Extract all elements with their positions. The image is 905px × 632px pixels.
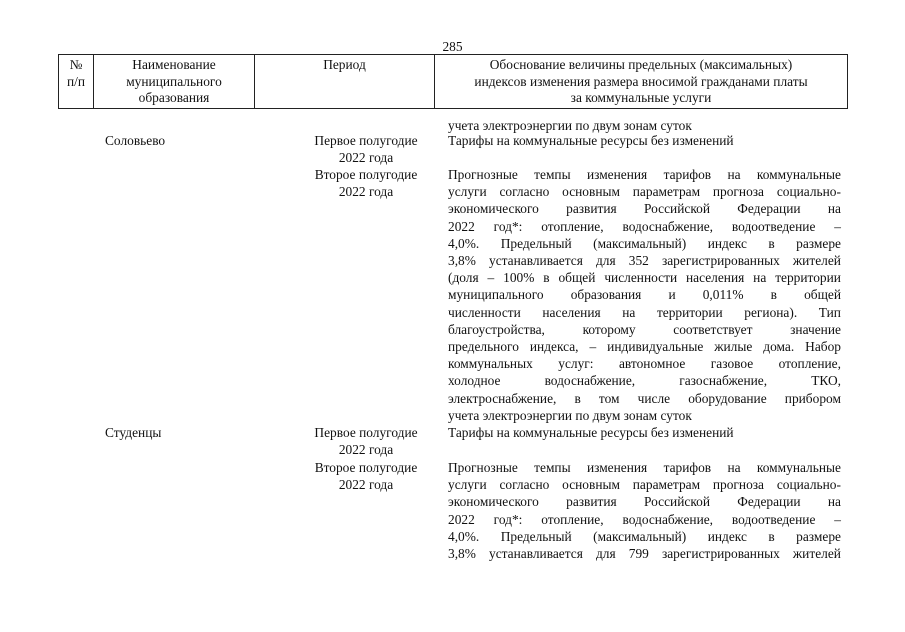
carryover-text: учета электроэнергии по двум зонам суток	[448, 118, 692, 133]
basis-line: услуги согласно основным параметрам прогноза социально-	[448, 184, 841, 200]
basis-line: коммунальных услуг: автономное газовое отопление,	[448, 356, 841, 372]
basis-line: холодное водоснабжение, газоснабжение, ТКО,	[448, 373, 841, 389]
basis-line: 4,0%. Предельный (максимальный) индекс в размере	[448, 235, 841, 251]
municipality-name: Соловьево	[105, 133, 166, 148]
table-header	[58, 54, 848, 109]
basis-line: 3,8% устанавливается для 352 зарегистрированных жителей	[448, 253, 841, 269]
header-number-column: № п/п	[59, 55, 94, 109]
municipality-name: Студенцы	[105, 425, 162, 440]
basis-line: экономического развития Российской Федерации на	[448, 201, 841, 217]
basis-line: благоустройства, которому соответствует значение	[448, 321, 841, 337]
basis-line: экономического развития Российской Федерации на	[448, 494, 841, 510]
basis-text-second-half	[448, 459, 841, 562]
basis-line: услуги согласно основным параметрам прогноза социально-	[448, 477, 841, 493]
header-municipality-column: Наименование муниципального образования	[94, 55, 255, 109]
basis-line: предельного индекса, – индивидуальные жилые дома. Набор	[448, 339, 841, 355]
basis-text-first-half: Тарифы на коммунальные ресурсы без изменений	[448, 425, 734, 440]
basis-line: учета электроэнергии по двум зонам суток	[448, 407, 692, 423]
basis-line: 4,0%. Предельный (максимальный) индекс в размере	[448, 528, 841, 544]
header-period-column: Период	[255, 55, 435, 109]
period-second-half: Второе полугодие 2022 года	[314, 167, 418, 200]
basis-line: 2022 год*: отопление, водоснабжение, водоотведение –	[448, 511, 841, 527]
basis-line: Прогнозные темпы изменения тарифов на коммунальные	[448, 167, 841, 182]
basis-line: 2022 год*: отопление, водоснабжение, водоотведение –	[448, 218, 841, 234]
page-number: 285	[442, 39, 463, 54]
period-first-half: Первое полугодие 2022 года	[314, 425, 418, 458]
header-basis-column: Обоснование величины предельных (максимальных) индексов изменения размера вносимой гражданами платы за коммунальные услуги	[435, 55, 848, 109]
basis-line: численности населения на территории региона). Тип	[448, 304, 841, 320]
period-first-half: Первое полугодие 2022 года	[314, 133, 418, 166]
period-second-half: Второе полугодие 2022 года	[314, 460, 418, 493]
basis-line: Прогнозные темпы изменения тарифов на коммунальные	[448, 460, 841, 475]
basis-line: электроснабжение, в том числе оборудование прибором	[448, 390, 841, 406]
basis-line: (доля – 100% в общей численности населения на территории	[448, 270, 841, 286]
basis-text-first-half: Тарифы на коммунальные ресурсы без изменений	[448, 133, 734, 148]
basis-text-second-half	[448, 166, 841, 424]
basis-line: 3,8% устанавливается для 799 зарегистрированных жителей	[448, 546, 841, 562]
basis-line: муниципального образования и 0,011% в общей	[448, 287, 841, 303]
